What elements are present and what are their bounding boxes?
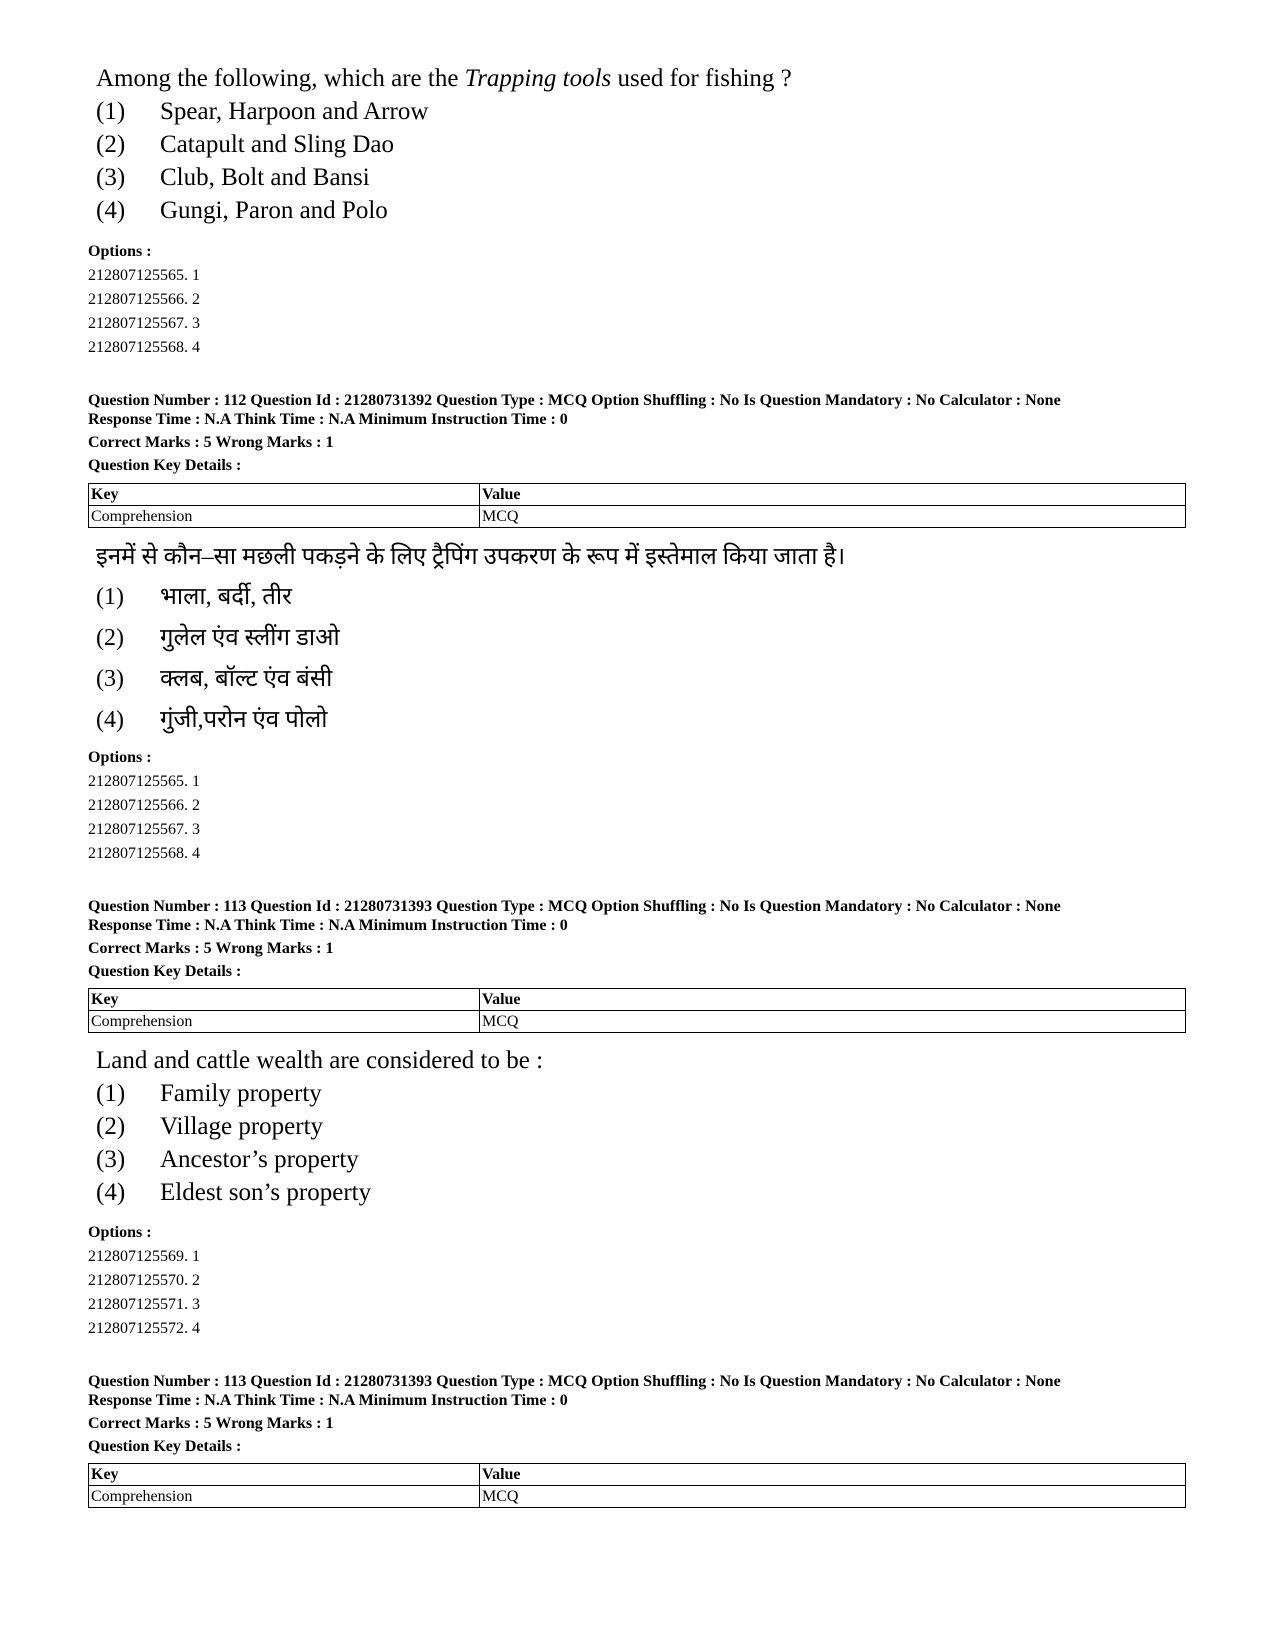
key-cell: Comprehension <box>89 506 480 528</box>
choice-2 <box>96 618 845 659</box>
key-table-113 <box>88 988 1186 1033</box>
key-details-label: Question Key Details : <box>88 1438 242 1455</box>
choice-text: Catapult and Sling Dao <box>160 131 394 158</box>
option-item: 212807125565. 1 <box>88 773 200 790</box>
options-list-113 <box>88 1221 200 1341</box>
value-header-cell: Value <box>480 1464 1186 1486</box>
choice-4 <box>96 1176 543 1209</box>
choice-text: Gungi, Paron and Polo <box>160 197 388 224</box>
option-item: 212807125568. 4 <box>88 845 200 862</box>
choice-number: (3) <box>96 1146 126 1173</box>
choice-number: (1) <box>96 1080 126 1107</box>
choice-text: गुंजी,परोन एंव पोलो <box>160 707 328 733</box>
meta-line-2: Response Time : N.A Think Time : N.A Minimum Instruction Time : 0 <box>88 411 568 428</box>
choice-2 <box>96 1110 543 1143</box>
question-stem <box>96 62 792 95</box>
marks-line: Correct Marks : 5 Wrong Marks : 1 <box>88 940 334 957</box>
choice-text: क्लब, बॉल्ट एंव बंसी <box>160 666 333 692</box>
key-details-label: Question Key Details : <box>88 457 242 474</box>
meta-line-2: Response Time : N.A Think Time : N.A Minimum Instruction Time : 0 <box>88 1392 568 1409</box>
value-cell: MCQ <box>480 1011 1186 1033</box>
meta-line-1: Question Number : 113 Question Id : 21280731393 Question Type : MCQ Option Shuffling : No Is Question Mandatory : No Calculator : None <box>88 1373 1061 1390</box>
question-meta-113 <box>88 897 1061 981</box>
choice-4 <box>96 194 792 227</box>
value-header-cell: Value <box>480 484 1186 506</box>
value-cell: MCQ <box>480 1486 1186 1508</box>
question-112-hindi <box>96 537 845 741</box>
choice-number: (2) <box>96 131 126 158</box>
option-item: 212807125571. 3 <box>88 1296 200 1313</box>
question-113-english <box>96 1044 543 1209</box>
stem-italic-text: Trapping tools <box>464 65 612 92</box>
value-cell: MCQ <box>480 506 1186 528</box>
choice-number: (3) <box>96 666 124 692</box>
key-table-header <box>89 1464 1186 1486</box>
key-table-113-repeat <box>88 1463 1186 1508</box>
choice-text: Village property <box>160 1113 324 1140</box>
stem-text: Among the following, which are the <box>96 65 465 92</box>
option-item: 212807125566. 2 <box>88 797 200 814</box>
choice-number: (2) <box>96 625 124 651</box>
question-meta-112 <box>88 391 1061 475</box>
key-cell: Comprehension <box>89 1486 480 1508</box>
question-stem: Land and cattle wealth are considered to be : <box>96 1047 544 1074</box>
choice-text: गुलेल एंव स्लींग डाओ <box>160 625 340 651</box>
question-111-english <box>96 62 792 227</box>
option-item: 212807125568. 4 <box>88 339 200 356</box>
meta-line-2: Response Time : N.A Think Time : N.A Minimum Instruction Time : 0 <box>88 917 568 934</box>
choice-number: (3) <box>96 164 126 191</box>
options-list-111 <box>88 240 200 360</box>
key-table-112 <box>88 483 1186 528</box>
choice-number: (4) <box>96 1179 126 1206</box>
choice-number: (2) <box>96 1113 126 1140</box>
choice-number: (4) <box>96 707 124 733</box>
choice-text: Club, Bolt and Bansi <box>160 164 370 191</box>
table-row <box>89 1486 1186 1508</box>
choice-1 <box>96 1077 543 1110</box>
option-item: 212807125570. 2 <box>88 1272 200 1289</box>
choice-text: भाला, बर्दी, तीर <box>160 584 292 610</box>
option-item: 212807125572. 4 <box>88 1320 200 1337</box>
key-details-label: Question Key Details : <box>88 963 242 980</box>
choice-number: (4) <box>96 197 126 224</box>
options-label: Options : <box>88 243 152 260</box>
option-item: 212807125569. 1 <box>88 1248 200 1265</box>
option-item: 212807125567. 3 <box>88 821 200 838</box>
options-list-112 <box>88 746 200 866</box>
table-row <box>89 506 1186 528</box>
choice-number: (1) <box>96 98 126 125</box>
question-stem: इनमें से कौन–सा मछली पकड़ने के लिए ट्रैपिंग उपकरण के रूप में इस्तेमाल किया जाता है। <box>96 544 846 570</box>
meta-line-1: Question Number : 112 Question Id : 21280731392 Question Type : MCQ Option Shuffling : No Is Question Mandatory : No Calculator : None <box>88 392 1061 409</box>
choice-2 <box>96 128 792 161</box>
marks-line: Correct Marks : 5 Wrong Marks : 1 <box>88 1415 334 1432</box>
choice-3 <box>96 1143 543 1176</box>
question-meta-113-repeat <box>88 1372 1061 1456</box>
stem-text-end: used for fishing ? <box>611 65 792 92</box>
choice-3 <box>96 659 845 700</box>
choice-1 <box>96 577 845 618</box>
options-label: Options : <box>88 749 152 766</box>
choice-4 <box>96 700 845 741</box>
choice-3 <box>96 161 792 194</box>
option-item: 212807125565. 1 <box>88 267 200 284</box>
option-item: 212807125567. 3 <box>88 315 200 332</box>
key-cell: Comprehension <box>89 1011 480 1033</box>
key-table-header <box>89 989 1186 1011</box>
choice-text: Eldest son’s property <box>160 1179 372 1206</box>
choice-text: Family property <box>160 1080 322 1107</box>
choice-text: Ancestor’s property <box>160 1146 359 1173</box>
value-header-cell: Value <box>480 989 1186 1011</box>
choice-1 <box>96 95 792 128</box>
choice-text: Spear, Harpoon and Arrow <box>160 98 429 125</box>
key-header-cell: Key <box>89 989 480 1011</box>
meta-line-1: Question Number : 113 Question Id : 21280731393 Question Type : MCQ Option Shuffling : No Is Question Mandatory : No Calculator : None <box>88 898 1061 915</box>
options-label: Options : <box>88 1224 152 1241</box>
key-header-cell: Key <box>89 1464 480 1486</box>
option-item: 212807125566. 2 <box>88 291 200 308</box>
table-row <box>89 1011 1186 1033</box>
choice-number: (1) <box>96 584 124 610</box>
key-table-header <box>89 484 1186 506</box>
marks-line: Correct Marks : 5 Wrong Marks : 1 <box>88 434 334 451</box>
key-header-cell: Key <box>89 484 480 506</box>
